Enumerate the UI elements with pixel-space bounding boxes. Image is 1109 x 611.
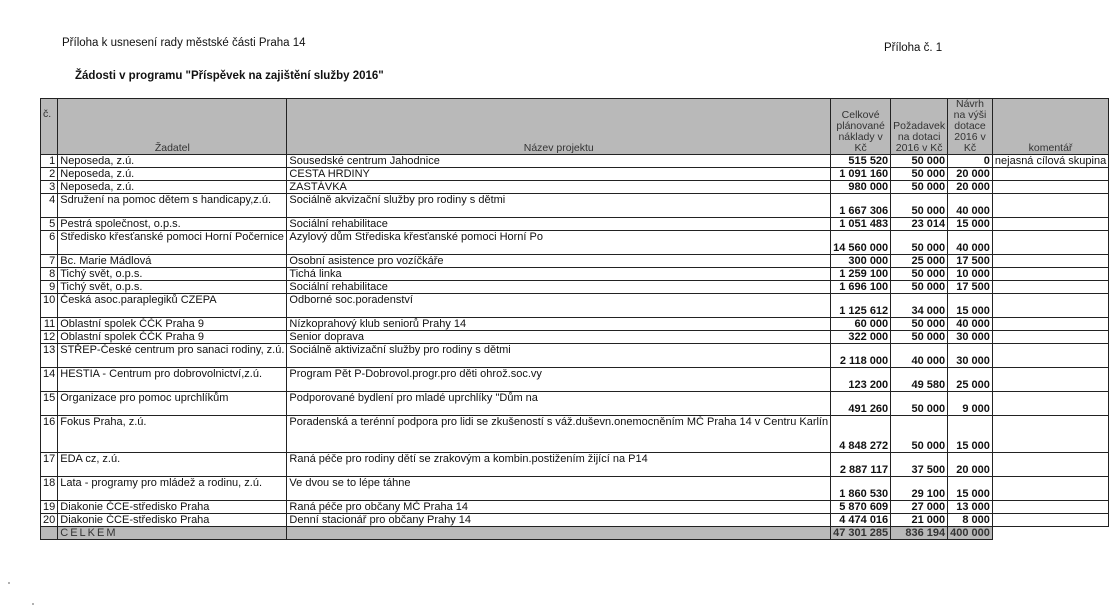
row-comment: [992, 294, 1108, 318]
row-costs: 1 259 100: [831, 268, 891, 281]
row-project-name: Sociální rehabilitace: [287, 218, 831, 231]
row-number: 18: [41, 477, 58, 501]
row-comment: [992, 255, 1108, 268]
row-project-name: ZASTÁVKA: [287, 181, 831, 194]
row-number: 20: [41, 514, 58, 527]
row-applicant: Lata - programy pro mládež a rodinu, z.ú.: [58, 477, 287, 501]
row-request: 50 000: [891, 181, 948, 194]
row-applicant: Česká asoc.paraplegiků CZEPA: [58, 294, 287, 318]
row-costs: 14 560 000: [831, 231, 891, 255]
row-applicant: STŘEP-České centrum pro sanaci rodiny, z.ú.: [58, 344, 287, 368]
total-blank: [992, 527, 1108, 540]
row-applicant: Neposeda, z.ú.: [58, 181, 287, 194]
table-row: [41, 181, 1109, 194]
row-comment: [992, 392, 1108, 416]
row-request: 21 000: [891, 514, 948, 527]
table-row: [41, 416, 1109, 453]
row-request: 23 014: [891, 218, 948, 231]
row-project-name: Program Pět P-Dobrovol.progr.pro děti ohrož.soc.vy: [287, 368, 831, 392]
table-row: [41, 453, 1109, 477]
row-request: 50 000: [891, 281, 948, 294]
col-header-request: Požadavek na dotaci 2016 v Kč: [891, 99, 948, 155]
row-proposal: 30 000: [948, 344, 993, 368]
row-comment: nejasná cílová skupina: [992, 155, 1108, 168]
row-costs: 1 696 100: [831, 281, 891, 294]
row-number: 11: [41, 318, 58, 331]
row-request: 29 100: [891, 477, 948, 501]
row-number: 14: [41, 368, 58, 392]
table-row: [41, 392, 1109, 416]
row-proposal: 17 500: [948, 281, 993, 294]
row-project-name: Sousedské centrum Jahodnice: [287, 155, 831, 168]
table-row: [41, 368, 1109, 392]
row-request: 50 000: [891, 416, 948, 453]
row-project-name: Tichá linka: [287, 268, 831, 281]
row-proposal: 0: [948, 155, 993, 168]
col-header-number: č.: [41, 99, 58, 155]
table-row: [41, 331, 1109, 344]
row-number: 13: [41, 344, 58, 368]
row-project-name: Raná péče pro občany MČ Praha 14: [287, 501, 831, 514]
row-costs: 5 870 609: [831, 501, 891, 514]
table-row: [41, 318, 1109, 331]
row-costs: 515 520: [831, 155, 891, 168]
row-number: 10: [41, 294, 58, 318]
row-project-name: Podporované bydlení pro mladé uprchlíky "Dům na: [287, 392, 831, 416]
row-request: 50 000: [891, 168, 948, 181]
row-number: 4: [41, 194, 58, 218]
row-proposal: 15 000: [948, 477, 993, 501]
table-row: [41, 194, 1109, 218]
document-subtitle: Žádosti v programu "Příspěvek na zajištění služby 2016": [75, 70, 384, 82]
row-applicant: Neposeda, z.ú.: [58, 168, 287, 181]
row-applicant: EDA cz, z.ú.: [58, 453, 287, 477]
row-number: 17: [41, 453, 58, 477]
row-proposal: 17 500: [948, 255, 993, 268]
row-applicant: HESTIA - Centrum pro dobrovolnictví,z.ú.: [58, 368, 287, 392]
row-comment: [992, 477, 1108, 501]
document-header: Příloha k usnesení rady městské části Praha 14: [62, 37, 306, 49]
row-request: 40 000: [891, 344, 948, 368]
row-proposal: 8 000: [948, 514, 993, 527]
row-applicant: Organizace pro pomoc uprchlíkům: [58, 392, 287, 416]
row-project-name: Sociálně akvizační služby pro rodiny s dětmi: [287, 194, 831, 218]
table-row: [41, 501, 1109, 514]
row-comment: [992, 514, 1108, 527]
row-costs: 1 125 612: [831, 294, 891, 318]
row-applicant: Sdružení na pomoc dětem s handicapy,z.ú.: [58, 194, 287, 218]
row-comment: [992, 501, 1108, 514]
row-proposal: 15 000: [948, 294, 993, 318]
row-comment: [992, 331, 1108, 344]
row-request: 50 000: [891, 268, 948, 281]
row-number: 9: [41, 281, 58, 294]
row-comment: [992, 453, 1108, 477]
row-proposal: 9 000: [948, 392, 993, 416]
row-applicant: Diakonie ČCE-středisko Praha: [58, 501, 287, 514]
row-applicant: Tichý svět, o.p.s.: [58, 281, 287, 294]
row-proposal: 40 000: [948, 194, 993, 218]
scan-speck: [32, 603, 34, 605]
row-project-name: Odborné soc.poradenství: [287, 294, 831, 318]
row-comment: [992, 318, 1108, 331]
row-costs: 1 667 306: [831, 194, 891, 218]
total-request: 836 194: [891, 527, 948, 540]
row-costs: 123 200: [831, 368, 891, 392]
row-comment: [992, 181, 1108, 194]
col-header-proposal: Návrh na výši dotace 2016 v Kč: [948, 99, 993, 155]
row-proposal: 20 000: [948, 453, 993, 477]
row-applicant: Oblastní spolek ČČK Praha 9: [58, 318, 287, 331]
row-request: 50 000: [891, 392, 948, 416]
row-proposal: 15 000: [948, 416, 993, 453]
row-comment: [992, 344, 1108, 368]
row-project-name: Sociální rehabilitace: [287, 281, 831, 294]
table-row: [41, 477, 1109, 501]
row-proposal: 15 000: [948, 218, 993, 231]
row-request: 25 000: [891, 255, 948, 268]
row-applicant: Pestrá společnost, o.p.s.: [58, 218, 287, 231]
row-costs: 322 000: [831, 331, 891, 344]
row-project-name: Senior doprava: [287, 331, 831, 344]
row-project-name: Osobní asistence pro vozíčkáře: [287, 255, 831, 268]
row-number: 1: [41, 155, 58, 168]
row-costs: 2 118 000: [831, 344, 891, 368]
row-number: 8: [41, 268, 58, 281]
row-costs: 980 000: [831, 181, 891, 194]
table-row: [41, 514, 1109, 527]
row-costs: 300 000: [831, 255, 891, 268]
table-header-row: [41, 99, 1109, 155]
row-applicant: Fokus Praha, z.ú.: [58, 416, 287, 453]
table-row: [41, 168, 1109, 181]
col-header-comment: komentář: [992, 99, 1108, 155]
row-proposal: 10 000: [948, 268, 993, 281]
row-project-name: CESTA HRDINY: [287, 168, 831, 181]
row-costs: 4 848 272: [831, 416, 891, 453]
row-applicant: Středisko křesťanské pomoci Horní Počernice: [58, 231, 287, 255]
row-applicant: Neposeda, z.ú.: [58, 155, 287, 168]
total-spacer: [41, 527, 58, 540]
row-costs: 60 000: [831, 318, 891, 331]
row-request: 50 000: [891, 155, 948, 168]
row-comment: [992, 368, 1108, 392]
attachment-number: Příloha č. 1: [884, 42, 943, 54]
row-project-name: Ve dvou se to lépe táhne: [287, 477, 831, 501]
row-number: 5: [41, 218, 58, 231]
table-row: [41, 255, 1109, 268]
row-number: 19: [41, 501, 58, 514]
row-project-name: Nízkoprahový klub seniorů Prahy 14: [287, 318, 831, 331]
row-number: 6: [41, 231, 58, 255]
row-comment: [992, 218, 1108, 231]
row-proposal: 20 000: [948, 168, 993, 181]
row-costs: 1 091 160: [831, 168, 891, 181]
row-request: 37 500: [891, 453, 948, 477]
row-number: 2: [41, 168, 58, 181]
table-row: [41, 268, 1109, 281]
row-number: 15: [41, 392, 58, 416]
row-applicant: Oblastní spolek ČČK Praha 9: [58, 331, 287, 344]
row-comment: [992, 416, 1108, 453]
row-proposal: 40 000: [948, 231, 993, 255]
row-request: 49 580: [891, 368, 948, 392]
row-comment: [992, 231, 1108, 255]
row-applicant: Bc. Marie Mádlová: [58, 255, 287, 268]
applications-table: [40, 98, 1109, 540]
col-header-project: Název projektu: [287, 99, 831, 155]
row-project-name: Raná péče pro rodiny dětí se zrakovým a kombin.postižením žijící na P14: [287, 453, 831, 477]
row-costs: 491 260: [831, 392, 891, 416]
row-proposal: 13 000: [948, 501, 993, 514]
row-project-name: Denní stacionář pro občany Prahy 14: [287, 514, 831, 527]
row-request: 50 000: [891, 318, 948, 331]
row-proposal: 40 000: [948, 318, 993, 331]
row-number: 3: [41, 181, 58, 194]
scan-speck: [8, 582, 10, 584]
row-costs: 2 887 117: [831, 453, 891, 477]
table-row: [41, 231, 1109, 255]
total-proposal: 400 000: [948, 527, 993, 540]
total-row: [41, 527, 1109, 540]
row-proposal: 30 000: [948, 331, 993, 344]
row-proposal: 20 000: [948, 181, 993, 194]
table-row: [41, 218, 1109, 231]
row-costs: 4 474 016: [831, 514, 891, 527]
row-comment: [992, 168, 1108, 181]
row-costs: 1 860 530: [831, 477, 891, 501]
row-applicant: Tichý svět, o.p.s.: [58, 268, 287, 281]
row-number: 16: [41, 416, 58, 453]
table-row: [41, 155, 1109, 168]
col-header-costs: Celkové plánované náklady v Kč: [831, 99, 891, 155]
row-applicant: Diakonie ČCE-středisko Praha: [58, 514, 287, 527]
row-request: 50 000: [891, 331, 948, 344]
table-row: [41, 294, 1109, 318]
row-number: 12: [41, 331, 58, 344]
row-comment: [992, 268, 1108, 281]
row-request: 34 000: [891, 294, 948, 318]
row-number: 7: [41, 255, 58, 268]
row-request: 50 000: [891, 231, 948, 255]
row-comment: [992, 194, 1108, 218]
row-project-name: Azylový dům Střediska křesťanské pomoci Horní Po: [287, 231, 831, 255]
row-comment: [992, 281, 1108, 294]
row-request: 27 000: [891, 501, 948, 514]
row-proposal: 25 000: [948, 368, 993, 392]
total-label: CELKEM: [58, 527, 287, 540]
row-project-name: Sociálně aktivizační služby pro rodiny s dětmi: [287, 344, 831, 368]
row-request: 50 000: [891, 194, 948, 218]
row-costs: 1 051 483: [831, 218, 891, 231]
table-row: [41, 281, 1109, 294]
row-project-name: Poradenská a terénní podpora pro lidi se zkušeností s váž.duševn.onemocněním MČ Praha 14 v Centru Karlín: [287, 416, 831, 453]
total-costs: 47 301 285: [831, 527, 891, 540]
table-row: [41, 344, 1109, 368]
col-header-applicant: Žadatel: [58, 99, 287, 155]
total-empty: [287, 527, 831, 540]
